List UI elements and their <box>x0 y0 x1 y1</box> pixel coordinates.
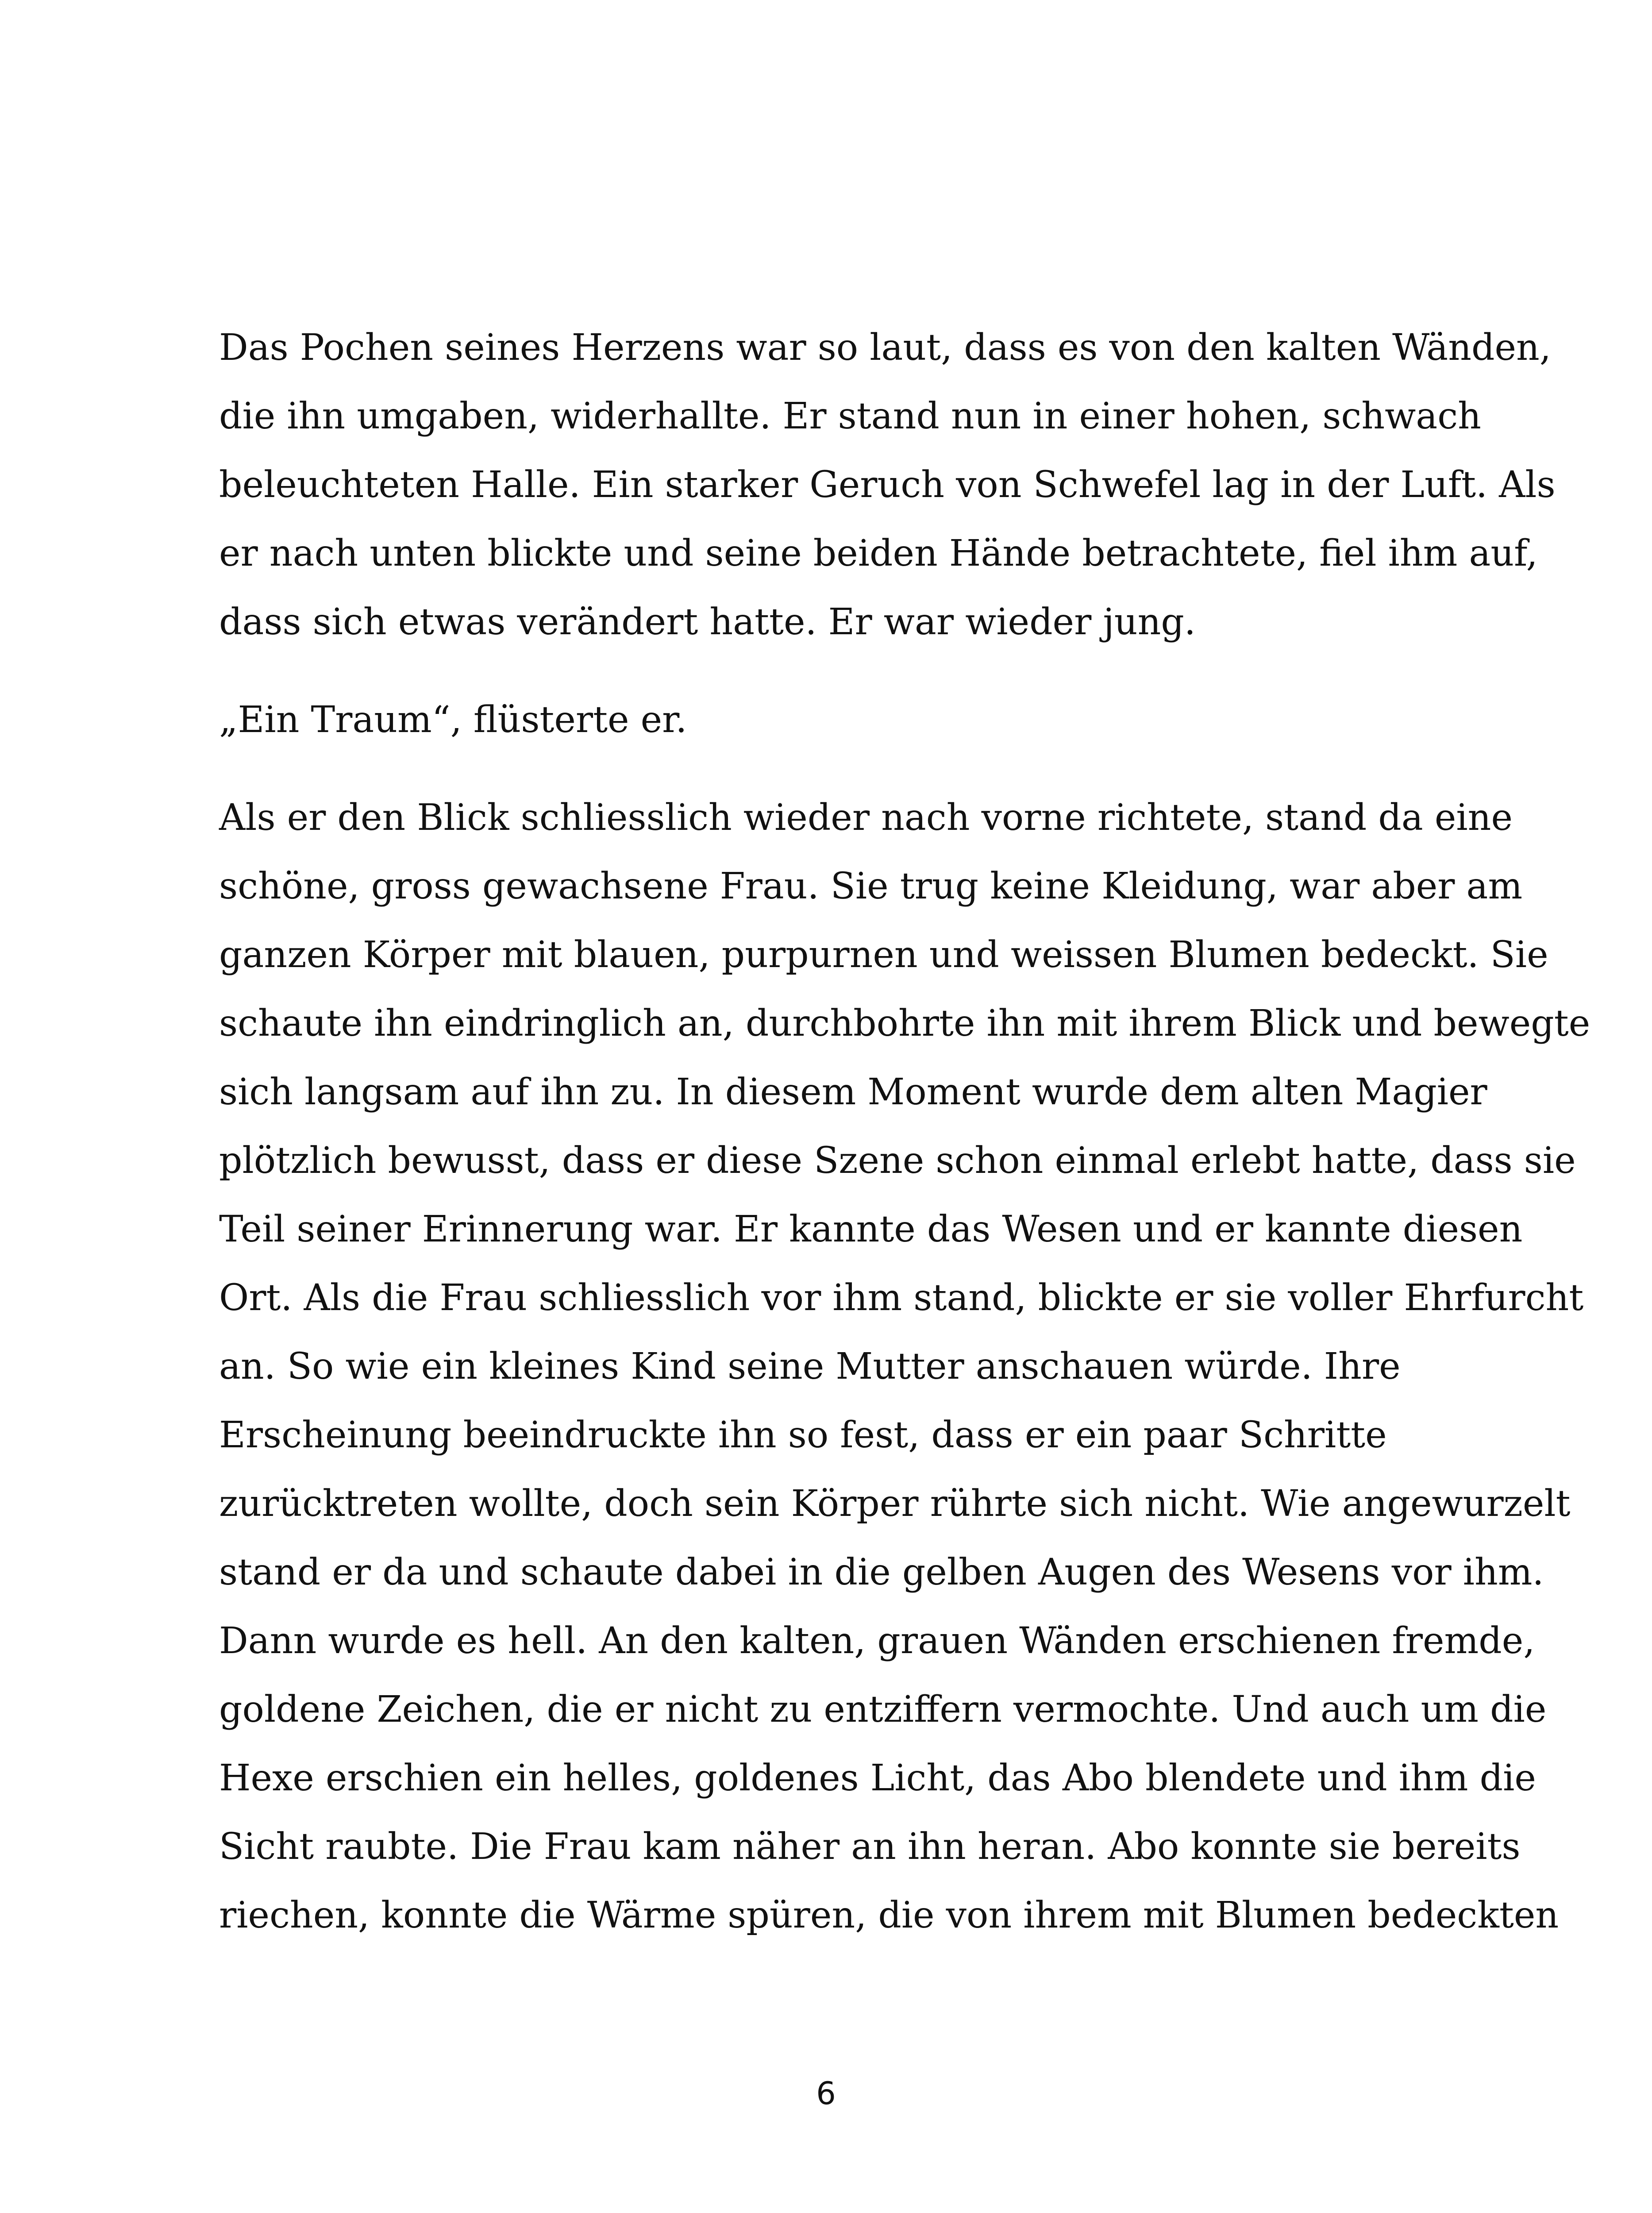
text-line: schaute ihn eindringlich an, durchbohrte ihn mit ihrem Blick und bewegte <box>219 1002 1590 1045</box>
paragraph-spacing <box>219 656 1449 686</box>
text-line: dass sich etwas verändert hatte. Er war wieder jung. <box>219 601 1196 643</box>
text-line: Das Pochen seines Herzens war so laut, dass es von den kalten Wänden, <box>219 327 1551 369</box>
page-number: 6 <box>816 2075 836 2112</box>
text-line: die ihn umgaben, widerhallte. Er stand nun in einer hohen, schwach <box>219 395 1481 437</box>
text-line: Dann wurde es hell. An den kalten, grauen Wänden erschienen fremde, <box>219 1620 1535 1662</box>
text-line: riechen, konnte die Wärme spüren, die von ihrem mit Blumen bedeckten <box>219 1894 1559 1936</box>
paragraph-3 <box>219 783 1590 1950</box>
paragraph-2 <box>219 686 1449 754</box>
text-line: sich langsam auf ihn zu. In diesem Moment wurde dem alten Magier <box>219 1071 1487 1113</box>
paragraph-1 <box>219 313 1556 656</box>
paragraph-spacing <box>219 754 1449 783</box>
text-line: schöne, gross gewachsene Frau. Sie trug keine Kleidung, war aber am <box>219 865 1523 907</box>
text-line: beleuchteten Halle. Ein starker Geruch von Schwefel lag in der Luft. Als <box>219 464 1556 506</box>
body-text <box>219 313 1590 1950</box>
text-line: Als er den Blick schliesslich wieder nach vorne richtete, stand da eine <box>219 797 1513 839</box>
text-line: er nach unten blickte und seine beiden Hände betrachtete, fiel ihm auf, <box>219 532 1538 574</box>
text-line: Hexe erschien ein helles, goldenes Licht, das Abo blendete und ihm die <box>219 1757 1536 1799</box>
text-line: goldene Zeichen, die er nicht zu entziffern vermochte. Und auch um die <box>219 1689 1547 1731</box>
text-line: Sicht raubte. Die Frau kam näher an ihn heran. Abo konnte sie bereits <box>219 1826 1521 1868</box>
text-line: ganzen Körper mit blauen, purpurnen und weissen Blumen bedeckt. Sie <box>219 934 1548 976</box>
text-line: Erscheinung beeindruckte ihn so fest, dass er ein paar Schritte <box>219 1414 1387 1456</box>
text-line: plötzlich bewusst, dass er diese Szene schon einmal erlebt hatte, dass sie <box>219 1140 1576 1182</box>
text-line: Ort. Als die Frau schliesslich vor ihm stand, blickte er sie voller Ehrfurcht <box>219 1277 1584 1319</box>
text-line: Teil seiner Erinnerung war. Er kannte das Wesen und er kannte diesen <box>219 1208 1523 1250</box>
text-line: „Ein Traum“, flüsterte er. <box>219 699 687 741</box>
text-line: an. So wie ein kleines Kind seine Mutter anschauen würde. Ihre <box>219 1346 1401 1388</box>
text-line: stand er da und schaute dabei in die gelben Augen des Wesens vor ihm. <box>219 1551 1544 1593</box>
text-line: zurücktreten wollte, doch sein Körper rührte sich nicht. Wie angewurzelt <box>219 1483 1571 1525</box>
